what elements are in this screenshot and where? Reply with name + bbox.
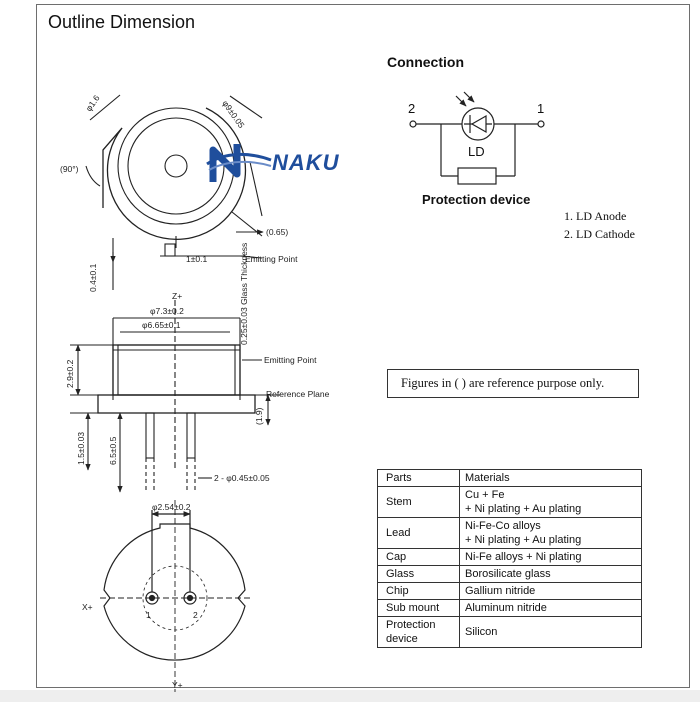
dim-6-5: 6.5±0.5 [108,436,118,465]
material-line: + Ni plating + Au plating [465,503,582,515]
connection-pin-2-label: 2 [408,101,416,116]
page-title: Outline Dimension [48,12,196,32]
materials-row [378,487,642,518]
dim-0-65: (0.65) [266,227,289,237]
dim-phi-9: φ9±0.05 [220,98,247,130]
material-cell [460,487,642,518]
protection-device-symbol [458,168,496,184]
connection-title: Connection [387,54,464,70]
dim-phi-6-65: φ6.65±0.1 [142,320,181,330]
pins-dimension-label: 2 - φ0.45±0.05 [214,473,270,483]
material-line: Silicon [465,626,498,638]
bottom-view-labels [82,502,198,690]
header-parts: Parts [378,470,460,487]
x-axis-label: X+ [82,602,93,612]
pin-legend [564,207,635,243]
connection-schematic [410,92,544,184]
y-axis-label: Y+ [172,680,183,690]
material-cell [460,566,642,583]
materials-header-row [378,470,642,487]
bottom-view-outline [104,524,245,660]
materials-table [377,469,642,648]
side-view-stem [98,395,255,413]
part-cell: Sub mount [378,600,460,617]
dim-1-9: (1.9) [254,407,264,425]
part-cell: Stem [378,487,460,518]
side-view-pin-right [187,413,195,458]
dim-0-4: 0.4±0.1 [88,263,98,292]
naku-watermark: NAKU [272,150,340,175]
side-view-labels [65,243,330,483]
top-view-labels [60,93,298,292]
dim-1: 1±0.1 [186,254,208,264]
material-line: Borosilicate glass [465,568,551,580]
materials-row [378,583,642,600]
part-cell: Cap [378,549,460,566]
protection-device-label: Protection device [422,192,531,207]
header-materials: Materials [460,470,642,487]
materials-row [378,549,642,566]
part-cell: Glass [378,566,460,583]
material-cell [460,617,642,648]
material-line: + Ni plating + Au plating [465,534,582,546]
materials-row [378,566,642,583]
pin-legend-item: 2. LD Cathode [564,227,635,241]
top-emitting-point-label: Emitting Point [245,254,298,264]
bottom-view [100,500,250,692]
dim-phi-7-3: φ7.3±0.2 [150,306,184,316]
glass-thickness-label: 0.25±0.03 Glass Thickness [239,242,249,345]
material-cell [460,549,642,566]
material-line: Gallium nitride [465,585,536,597]
materials-row [378,600,642,617]
materials-row [378,617,642,648]
material-cell [460,583,642,600]
bottom-pin-2-label: 2 [193,610,198,620]
ld-label: LD [468,144,485,159]
naku-logo-icon [205,138,275,188]
material-cell [460,600,642,617]
side-view-pin-left [146,413,154,458]
connection-pin-1-label: 1 [537,101,545,116]
dim-2-9: 2.9±0.2 [65,359,75,388]
dim-1-5: 1.5±0.03 [76,431,86,465]
part-cell: Lead [378,518,460,549]
reference-note: Figures in ( ) are reference purpose only. [387,369,639,398]
material-line: Ni-Fe-Co alloys [465,520,541,532]
material-line: Ni-Fe alloys + Ni plating [465,551,582,563]
materials-row [378,518,642,549]
part-cell: Chip [378,583,460,600]
dim-angle-90: (90°) [60,164,79,174]
dim-phi-2-54: φ2.54±0.2 [152,502,191,512]
top-view-window [165,155,187,177]
pin-legend-item: 1. LD Anode [564,209,627,223]
side-view-cap [113,345,240,395]
reference-plane-label: Reference Plane [266,389,330,399]
material-line: Aluminum nitride [465,602,547,614]
dim-phi-1-6: φ1.6 [83,93,102,114]
material-cell [460,518,642,549]
material-line: Cu + Fe [465,489,505,501]
side-emitting-point-label: Emitting Point [264,355,317,365]
part-cell: Protection device [378,617,460,648]
bottom-pin-1-label: 1 [146,610,151,620]
z-axis-label: Z+ [172,291,183,301]
